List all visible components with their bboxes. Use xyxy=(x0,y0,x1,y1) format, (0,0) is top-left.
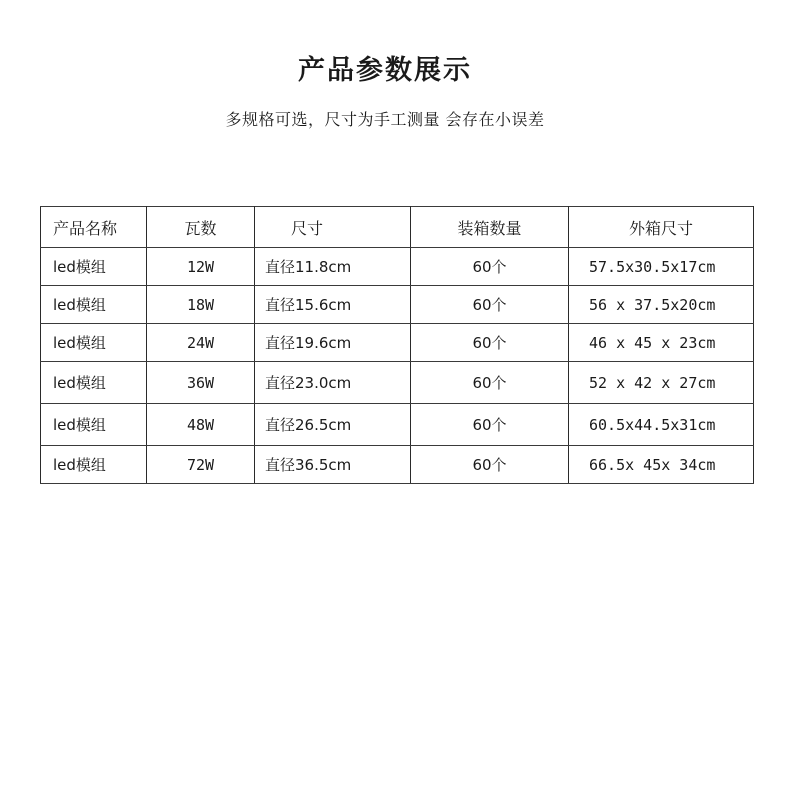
cell-packing-quantity: 60个 xyxy=(411,446,569,484)
cell-size: 直径11.8cm xyxy=(255,248,411,286)
cell-wattage: 12W xyxy=(147,248,255,286)
cell-product-name: led模组 xyxy=(41,446,147,484)
cell-wattage: 36W xyxy=(147,362,255,404)
header-product-name: 产品名称 xyxy=(41,207,147,248)
cell-wattage: 24W xyxy=(147,324,255,362)
cell-wattage: 72W xyxy=(147,446,255,484)
header-packing-quantity: 装箱数量 xyxy=(411,207,569,248)
cell-carton-size: 46 x 45 x 23cm xyxy=(569,324,754,362)
cell-carton-size: 60.5x44.5x31cm xyxy=(569,404,754,446)
cell-product-name: led模组 xyxy=(41,286,147,324)
cell-packing-quantity: 60个 xyxy=(411,286,569,324)
parameter-table xyxy=(40,206,754,484)
cell-size: 直径26.5cm xyxy=(255,404,411,446)
table-row xyxy=(41,248,754,286)
cell-wattage: 48W xyxy=(147,404,255,446)
cell-product-name: led模组 xyxy=(41,248,147,286)
table-row xyxy=(41,286,754,324)
page-title: 产品参数展示 xyxy=(298,55,472,86)
cell-size: 直径15.6cm xyxy=(255,286,411,324)
table-row xyxy=(41,362,754,404)
cell-product-name: led模组 xyxy=(41,324,147,362)
cell-size: 直径19.6cm xyxy=(255,324,411,362)
header-wattage: 瓦数 xyxy=(147,207,255,248)
cell-product-name: led模组 xyxy=(41,404,147,446)
table-header-row xyxy=(41,207,754,248)
header-size: 尺寸 xyxy=(255,207,411,248)
cell-product-name: led模组 xyxy=(41,362,147,404)
table-row xyxy=(41,324,754,362)
cell-carton-size: 52 x 42 x 27cm xyxy=(569,362,754,404)
cell-size: 直径36.5cm xyxy=(255,446,411,484)
header-carton-size: 外箱尺寸 xyxy=(569,207,754,248)
cell-packing-quantity: 60个 xyxy=(411,362,569,404)
cell-carton-size: 57.5x30.5x17cm xyxy=(569,248,754,286)
cell-wattage: 18W xyxy=(147,286,255,324)
table-row xyxy=(41,404,754,446)
cell-carton-size: 66.5x 45x 34cm xyxy=(569,446,754,484)
cell-packing-quantity: 60个 xyxy=(411,404,569,446)
cell-packing-quantity: 60个 xyxy=(411,248,569,286)
table-row xyxy=(41,446,754,484)
cell-packing-quantity: 60个 xyxy=(411,324,569,362)
page-subtitle: 多规格可选，尺寸为手工测量 会存在小误差 xyxy=(225,110,545,129)
cell-size: 直径23.0cm xyxy=(255,362,411,404)
cell-carton-size: 56 x 37.5x20cm xyxy=(569,286,754,324)
